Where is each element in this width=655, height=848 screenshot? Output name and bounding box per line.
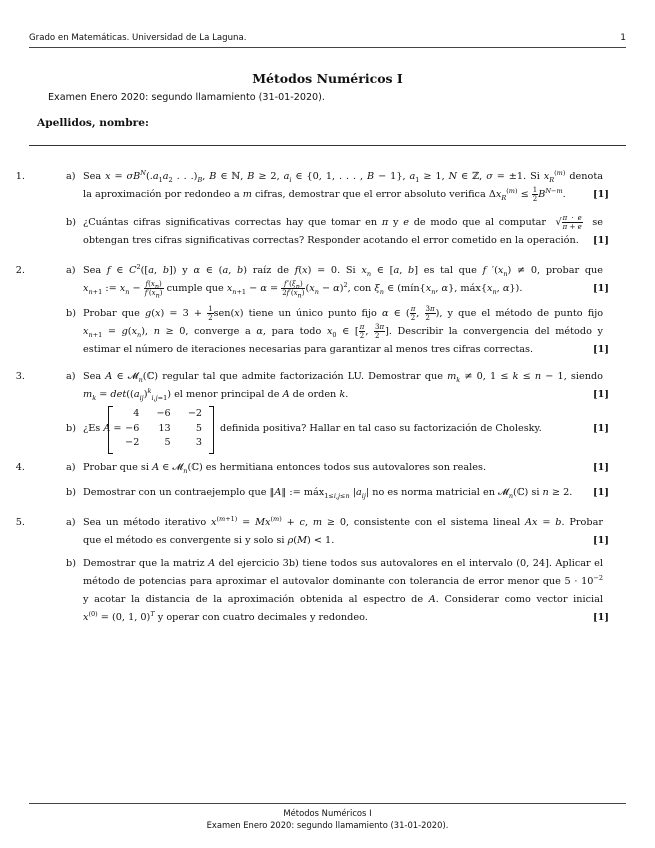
problem-number: 2. [15, 265, 25, 276]
part-a-label: a) [66, 171, 76, 182]
problem-4b-text: Demostrar con un contraejemplo que ‖A‖ := máx$_{1\le i,j\le n}$ $|a_{ij}|$ no es norma matricial en 𝓜$_n$(ℂ) si n ≥ 2. [83, 487, 573, 500]
running-header [29, 33, 626, 47]
footer-rule [29, 803, 626, 804]
points-badge: [1] [593, 283, 609, 294]
matrix-entry: 5 [164, 437, 171, 448]
problem-1a-text: Sea $x = \sigma B^N(.a_1a_2$ . . $.)_B$, B ∈ ℕ, B ≥ 2, $a_i$ ∈ {0, 1, . . . , B − 1}, $a_1 \ge 1$, N ∈ ℤ, σ = ±1. Si $x_R^{(m)}$ denota la aproximación por redondeo a m cifras, demostrar que el error absoluto verifica $\Delta x_R^{(m)}$ ≤ $\frac{1}{2}$ $B^{N-m}$. [83, 168, 603, 203]
problem-5b-text: Demostrar que la matriz A del ejercicio 3b) tiene todos sus autovalores en el intervalo (0, 24]. Aplicar el método de potencias para aproximar el autovalor dominante con tolerancia de error menor que $5 \cdot 10^{-2}$ y acotar la distancia de la aproximación obtenida al espectro de A. Considerar como vector inicial $x^{(0)} = (0$, 1, 0)$^T$ y operar con cuatro decimales y redondeo. [83, 558, 603, 623]
points-badge: [1] [593, 462, 609, 473]
problem-2a-text: Sea f ∈ $C^2([a$, b]) y α ∈ (a, b) raíz de f(x) = 0. Si $x_n$ ∈ [a, b] es tal que f $'(x_n) \ne 0$, probar que $x_{n+1}$ := $x_n$ − $\frac{f(x_n)}{f'(x_n)}$ cumple que $x_{n+1} - \alpha$ = $\frac{f''(\xi_n)}{2f'(x_n)}$ $(x_n - \alpha)^2$, con $\xi_n$ ∈ ($mín\{x_n$, α}, $máx\{x_n$, α}). [83, 262, 603, 300]
matrix-entry: 3 [195, 437, 202, 448]
problem-1b-text: ¿Cuántas cifras significativas correctas hay que tomar en π y e de modo que al computar √ $\frac{\pi \cdot e}{\pi + e}$ se obtengan tres cifras significativas correctas? Responder acotando el error cometido en la operación. [83, 214, 603, 246]
footer-title: Métodos Numéricos I [283, 808, 372, 818]
points-badge: [1] [593, 535, 609, 546]
left-bracket [108, 406, 113, 454]
matrix-entry: −2 [125, 437, 140, 448]
matrix-entry: 13 [158, 422, 171, 434]
part-a-label: a) [66, 371, 76, 382]
footer-subtitle: Examen Enero 2020: segundo llamamiento (31-01-2020). [206, 820, 449, 830]
matrix-entry: 5 [195, 422, 202, 434]
problem-5a-text: Sea un método iterativo $x^{(m+1)} = Mx^{(m)} + c$, m ≥ 0, consistente con el sistema lineal Ax = b. Probar que el método es convergente si y solo si ρ(M) < 1. [83, 514, 603, 546]
part-b-label: b) [66, 217, 76, 228]
section-rule [29, 145, 626, 146]
header-institution: Grado en Matemáticas. Universidad de La Laguna. [29, 33, 247, 43]
matrix-entry: −6 [156, 408, 171, 419]
exam-page: Grado en Matemáticas. Universidad de La Laguna. 1 Métodos Numéricos I Examen Enero 2020: segundo llamamiento (31-01-2020). Apellidos, nombre: 1. a) Sea $x = \sigma B^N(.a_1a_2$ . . $.)_B$, B ∈ ℕ, B ≥ 2, $a_i$ ∈ {0, 1, . . . , B − 1}, $a_1 \ge 1$, N ∈ ℤ, σ = ±1. Si $x_R^{(m)}$ denota la aproximación por redondeo a m cifras, demostrar que el error absoluto verifica $\Delta x_R^{(m)}$ ≤ $\frac{1}{2}$ $B^{N-m}$. [1] b) ¿Cuántas cifras significativas correctas hay que tomar en π y e de modo que al computar √ $\frac{\pi \cdot e}{\pi + e}$ se obtengan tres cifras significativas correctas? Responder acotando el error cometido en la operación. [1] 2. a) Sea f ∈ $C^2([a$, b]) y α ∈ (a, b) raíz de f(x) = 0. Si $x_n$ ∈ [a, b] es tal que f $'(x_n) \ne 0$, probar que $x_{n+1}$ := $x_n$ − $\frac{f(x_n)}{f'(x_n)}$ cumple que $x_{n+1} - \alpha$ = $\frac{f''(\xi_n)}{2f'(x_n)}$ $(x_n - \alpha)^2$, con $\xi_n$ ∈ ($mín\{x_n$, α}, $máx\{x_n$, α}). [1] b) Probar que g(x) = 3 + $\frac{1}{2}$ sen(x) tiene un único punto fijo α ∈ ( $\frac{\pi}{2}$ , $\frac{3\pi}{2}$ ), y que el método de punto fijo $x_{n+1} = g(x_n)$, n ≥ 0, converge a α, para todo $x_0$ ∈ [ $\frac{\pi}{2}$ , $\frac{3\pi}{2}$ ]. Describir la convergencia del método y estimar el número de iteraciones necesarias para garantizar al menos tres cifras correctas. [1] 3. a) Sea A ∈ 𝓜$_n$(ℂ) regular tal que admite factorización LU. Demostrar que $m_k \ne 0$, 1 ≤ k ≤ n − 1, siendo $m_k = \det((a_{ij})^k_{i,j=1})$ el menor principal de A de orden k. [1] b) ¿Es A = definida positiva? Hallar en tal caso su factorización de Cholesky. [1] 4 −6 −2 −6 13 5 −2 5 3 4. a) Probar que si A ∈ 𝓜$_n$(ℂ) es hermitiana entonces todos sus autovalores son reales. [1] b) Demostrar con un contraejemplo que ‖A‖ := máx$_{1\le i,j\le n}$ $|a_{ij}|$ no es norma matricial en 𝓜$_n$(ℂ) si n ≥ 2. [1] 5. a) Sea un método iterativo $x^{(m+1)} = Mx^{(m)} + c$, m ≥ 0, consistente con el sistema lineal Ax = b. Probar que el método es convergente si y solo si ρ(M) < 1. [1] b) Demostrar que la matriz A del ejercicio 3b) tiene todos sus autovalores en el intervalo (0, 24]. Aplicar el método de potencias para aproximar el autovalor dominante con tolerancia de error menor que $5 \cdot 10^{-2}$ y acotar la distancia de la aproximación obtenida al espectro de A. Considerar como vector inicial $x^{(0)} = (0$, 1, 0)$^T$ y operar con cuatro decimales y redondeo. [1] Métodos Numéricos I Examen Enero 2020: segundo llamamiento (31-01-2020). [0, 0, 655, 848]
points-badge: [1] [593, 189, 609, 200]
part-b-label: b) [66, 558, 76, 569]
problem-number: 4. [15, 462, 25, 473]
right-bracket [209, 406, 214, 454]
part-b-label: b) [66, 487, 76, 498]
part-a-label: a) [66, 265, 76, 276]
points-badge: [1] [593, 389, 609, 400]
matrix-entry: 4 [133, 408, 140, 419]
points-badge: [1] [593, 423, 609, 434]
part-b-label: b) [66, 308, 76, 319]
exam-title: Métodos Numéricos I [252, 71, 403, 86]
matrix-entries [114, 407, 208, 451]
header-rule [29, 47, 626, 48]
part-a-label: a) [66, 517, 76, 528]
matrix-A [108, 406, 214, 452]
problem-2b-text: Probar que g(x) = 3 + $\frac{1}{2}$ sen(x) tiene un único punto fijo α ∈ ( $\frac{\pi}{2}$ , $\frac{3\pi}{2}$ ), y que el método de punto fijo $x_{n+1} = g(x_n)$, n ≥ 0, converge a α, para todo $x_0$ ∈ [ $\frac{\pi}{2}$ , $\frac{3\pi}{2}$ ]. Describir la convergencia del método y estimar el número de iteraciones necesarias para garantizar al menos tres cifras correctas. [83, 305, 604, 355]
points-badge: [1] [593, 235, 609, 246]
problem-number: 3. [15, 371, 25, 382]
problem-3a-text: Sea A ∈ 𝓜$_n$(ℂ) regular tal que admite factorización LU. Demostrar que $m_k \ne 0$, 1 ≤ k ≤ n − 1, siendo $m_k = \det((a_{ij})^k_{i,j=1})$ el menor principal de A de orden k. [83, 371, 603, 402]
matrix-entry: −6 [125, 422, 140, 434]
matrix-entry: −2 [187, 408, 202, 419]
part-b-label: b) [66, 423, 76, 434]
problem-number: 1. [15, 171, 25, 182]
points-badge: [1] [593, 344, 609, 355]
name-field-label: Apellidos, nombre: [37, 117, 149, 129]
header-page-number: 1 [620, 33, 626, 43]
points-badge: [1] [593, 612, 609, 623]
problem-number: 5. [15, 517, 25, 528]
problem-4a-text: Probar que si A ∈ 𝓜$_n$(ℂ) es hermitiana entonces todos sus autovalores son reales. [83, 462, 487, 475]
exam-subtitle: Examen Enero 2020: segundo llamamiento (31-01-2020). [48, 92, 325, 103]
points-badge: [1] [593, 487, 609, 498]
part-a-label: a) [66, 462, 76, 473]
